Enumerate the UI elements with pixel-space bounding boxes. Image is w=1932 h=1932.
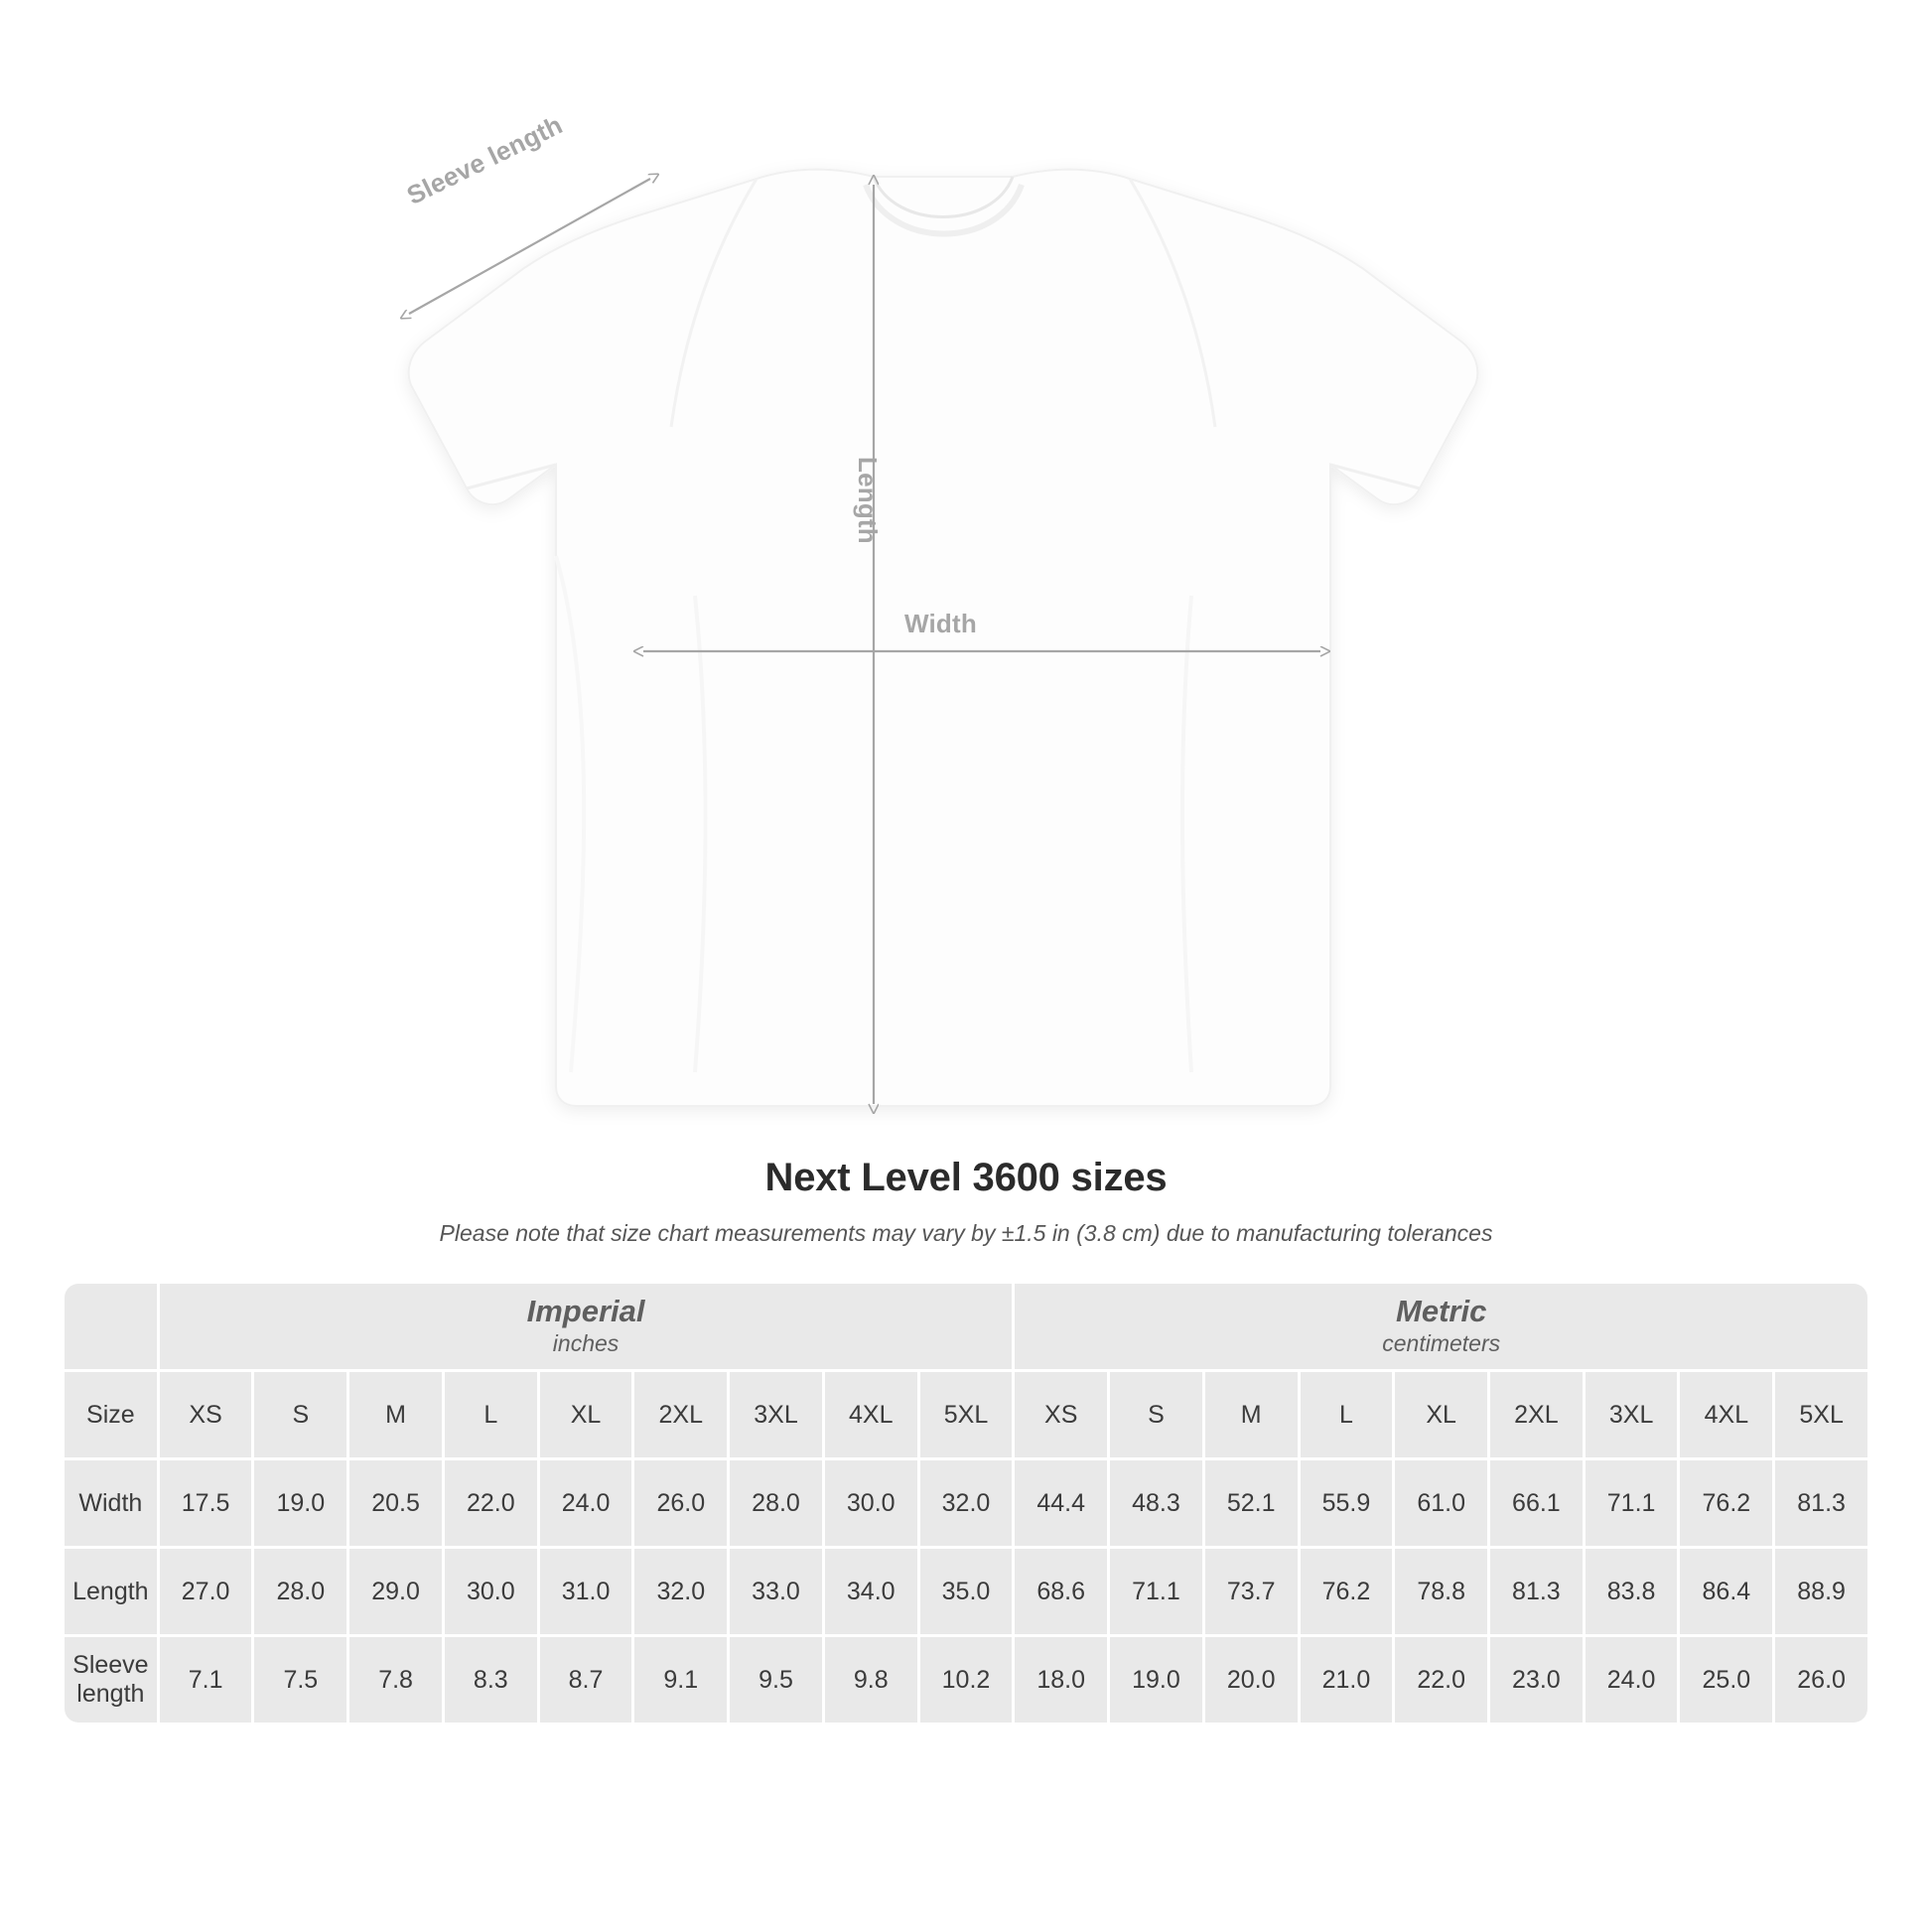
unit-sub-label: centimeters [1382,1329,1501,1356]
width-label: Width [904,609,977,638]
measurement-cell: 23.0 [1490,1637,1583,1723]
measurement-cell: 8.3 [445,1637,537,1723]
size-column-header: XL [540,1372,632,1457]
size-column-header: M [349,1372,442,1457]
size-column-header: XS [1015,1372,1107,1457]
measurement-cell: 86.4 [1680,1549,1772,1634]
measurement-cell: 26.0 [634,1460,727,1546]
measurement-cell: 22.0 [445,1460,537,1546]
measurement-cell: 66.1 [1490,1460,1583,1546]
row-label-sleeve-length: Sleeve length [65,1637,157,1723]
title-block [0,1156,1932,1247]
size-column-header: 4XL [1680,1372,1772,1457]
size-column-header: 3XL [730,1372,822,1457]
measurement-cell: 9.5 [730,1637,822,1723]
unit-header-row [65,1284,1867,1369]
measurement-cell: 26.0 [1775,1637,1867,1723]
unit-system-label: Metric [1396,1294,1487,1329]
table-corner-blank [65,1284,157,1369]
measurement-cell: 48.3 [1110,1460,1202,1546]
table-row [65,1549,1867,1634]
size-header-cell: Size [65,1372,157,1457]
measurement-cell: 19.0 [1110,1637,1202,1723]
length-label: Length [853,457,883,544]
measurement-cell: 81.3 [1490,1549,1583,1634]
size-column-header: S [1110,1372,1202,1457]
measurement-cell: 20.5 [349,1460,442,1546]
size-column-header: L [445,1372,537,1457]
measurement-cell: 52.1 [1205,1460,1298,1546]
measurement-cell: 24.0 [540,1460,632,1546]
measurement-cell: 25.0 [1680,1637,1772,1723]
measurement-cell: 33.0 [730,1549,822,1634]
size-column-header: L [1301,1372,1393,1457]
measurement-cell: 30.0 [445,1549,537,1634]
measurement-cell: 22.0 [1395,1637,1487,1723]
size-column-header: 2XL [1490,1372,1583,1457]
measurement-cell: 19.0 [254,1460,346,1546]
measurement-cell: 76.2 [1301,1549,1393,1634]
measurement-cell: 78.8 [1395,1549,1487,1634]
measurement-cell: 76.2 [1680,1460,1772,1546]
measurement-cell: 28.0 [730,1460,822,1546]
unit-group-header-imperial [160,1284,1013,1369]
measurement-cell: 71.1 [1110,1549,1202,1634]
measurement-cell: 20.0 [1205,1637,1298,1723]
measurement-cell: 8.7 [540,1637,632,1723]
measurement-cell: 81.3 [1775,1460,1867,1546]
size-column-header: 5XL [1775,1372,1867,1457]
measurement-cell: 32.0 [634,1549,727,1634]
measurement-cell: 30.0 [825,1460,917,1546]
measurement-cell: 71.1 [1586,1460,1678,1546]
size-column-header: S [254,1372,346,1457]
row-label-width: Width [65,1460,157,1546]
measurement-cell: 29.0 [349,1549,442,1634]
measurement-cell: 44.4 [1015,1460,1107,1546]
size-chart-table [62,1281,1870,1725]
measurement-cell: 10.2 [920,1637,1013,1723]
table-row [65,1637,1867,1723]
measurement-cell: 9.8 [825,1637,917,1723]
measurement-cell: 34.0 [825,1549,917,1634]
page-title: Next Level 3600 sizes [764,1156,1168,1199]
measurement-cell: 18.0 [1015,1637,1107,1723]
measurement-cell: 31.0 [540,1549,632,1634]
measurement-cell: 88.9 [1775,1549,1867,1634]
unit-sub-label: inches [552,1329,620,1356]
sleeve-length-label: Sleeve length [402,109,568,210]
size-column-header: 4XL [825,1372,917,1457]
size-header-row [65,1372,1867,1457]
measurement-cell: 55.9 [1301,1460,1393,1546]
measurement-cell: 32.0 [920,1460,1013,1546]
measurement-cell: 7.1 [160,1637,252,1723]
unit-system-label: Imperial [526,1294,645,1329]
measurement-cell: 7.5 [254,1637,346,1723]
measurement-cell: 24.0 [1586,1637,1678,1723]
measurement-cell: 73.7 [1205,1549,1298,1634]
measurement-cell: 27.0 [160,1549,252,1634]
measurement-cell: 9.1 [634,1637,727,1723]
row-label-length: Length [65,1549,157,1634]
size-column-header: XL [1395,1372,1487,1457]
size-column-header: 5XL [920,1372,1013,1457]
table-row [65,1460,1867,1546]
tolerance-note: Please note that size chart measurements may vary by ±1.5 in (3.8 cm) due to manufacturing tolerances [439,1220,1493,1246]
size-column-header: M [1205,1372,1298,1457]
measurement-cell: 83.8 [1586,1549,1678,1634]
size-table-wrapper [62,1281,1870,1725]
measurement-cell: 68.6 [1015,1549,1107,1634]
size-column-header: 2XL [634,1372,727,1457]
unit-group-header-metric [1015,1284,1867,1369]
size-column-header: 3XL [1586,1372,1678,1457]
measurement-cell: 7.8 [349,1637,442,1723]
measurement-cell: 28.0 [254,1549,346,1634]
measurement-cell: 21.0 [1301,1637,1393,1723]
size-column-header: XS [160,1372,252,1457]
measurement-cell: 61.0 [1395,1460,1487,1546]
measurement-cell: 17.5 [160,1460,252,1546]
measurement-cell: 35.0 [920,1549,1013,1634]
